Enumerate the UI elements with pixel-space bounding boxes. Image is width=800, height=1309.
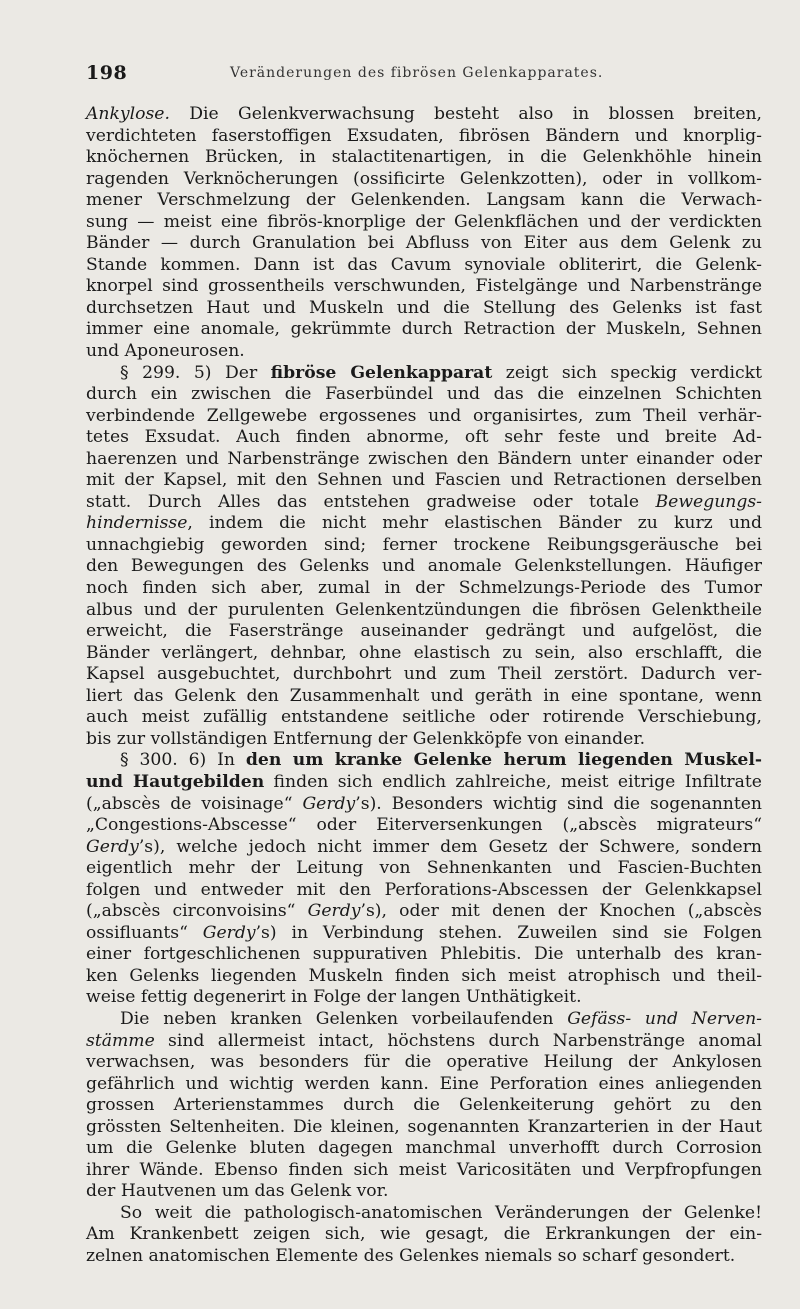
text-run: folgen und entweder mit den Perforations-Abscessen der Gelenkkapsel [86, 879, 762, 900]
text-line [86, 729, 762, 751]
page-number: 198 [86, 62, 128, 84]
text-line [86, 363, 762, 385]
text-run: bis zur vollständigen Entfernung der Gelenkköpfe von einander. [86, 728, 646, 749]
text-line [86, 1181, 762, 1203]
text-run: immer eine anomale, gekrümmte durch Retraction der Muskeln, Sehnen [86, 319, 762, 340]
text-line [86, 772, 762, 794]
text-line [86, 319, 762, 341]
text-line [86, 643, 762, 665]
text-line [86, 470, 762, 492]
text-run: sind allermeist intact, höchstens durch Narbenstränge anomal [154, 1030, 762, 1051]
italic-run: Gerdy [202, 922, 256, 943]
text-run: verdichteten faserstoffigen Exsudaten, fibrösen Bändern und knorplig- [86, 125, 762, 146]
text-run: finden sich endlich zahlreiche, meist eitrige Infiltrate [264, 771, 762, 792]
text-run: ’s) in Verbindung stehen. Zuweilen sind sie Folgen [255, 922, 762, 943]
text-line [86, 837, 762, 859]
text-run: gefährlich und wichtig werden kann. Eine Perforation eines anliegenden [86, 1073, 762, 1094]
text-run: § 299. 5) Der [120, 362, 271, 383]
italic-run: stämme [86, 1030, 155, 1051]
text-line [86, 600, 762, 622]
text-run: ken Gelenks liegenden Muskeln finden sich meist atrophisch und theil- [86, 965, 762, 986]
text-run: , indem die nicht mehr elastischen Bänder zu kurz und [187, 513, 762, 534]
text-run: erweicht, die Faserstränge auseinander gedrängt und aufgelöst, die [86, 621, 762, 642]
text-run: mit der Kapsel, mit den Sehnen und Fascien und Retractionen derselben [86, 470, 762, 491]
text-line [86, 794, 762, 816]
text-line [86, 1138, 762, 1160]
text-run: verbindende Zellgewebe ergossenes und organisirtes, zum Theil verhär- [86, 405, 762, 426]
text-run: noch finden sich aber, zumal in der Schmelzungs-Periode des Tumor [86, 578, 762, 599]
text-line [86, 664, 762, 686]
text-line [86, 556, 762, 578]
text-run: ’s), welche jedoch nicht immer dem Gesetz der Schwere, sondern [138, 836, 762, 857]
bold-run: fibröse Gelenkapparat [270, 362, 493, 383]
text-line [86, 1009, 762, 1031]
text-run: liert das Gelenk den Zusammenhalt und geräth in eine spontane, wenn [86, 685, 762, 706]
text-run: und Aponeurosen. [86, 341, 245, 362]
italic-run: Gerdy [86, 836, 139, 857]
text-run: mener Verschmelzung der Gelenkenden. Langsam kann die Verwach- [86, 190, 762, 211]
text-run: ihrer Wände. Ebenso finden sich meist Varicositäten und Verpfropfungen [86, 1159, 762, 1180]
text-run: zeigt sich speckig verdickt [492, 362, 762, 383]
text-line [86, 276, 762, 298]
text-run: weise fettig degenerirt in Folge der langen Unthätigkeit. [86, 987, 582, 1008]
text-line [86, 147, 762, 169]
text-line [86, 298, 762, 320]
text-line [86, 944, 762, 966]
text-run: ragenden Verknöcherungen (ossificirte Gelenkzotten), oder in vollkom- [86, 168, 762, 189]
text-run: Kapsel ausgebuchtet, durchbohrt und zum Theil zerstört. Dadurch ver- [86, 664, 762, 685]
text-run: statt. Durch Alles das entstehen gradweise oder totale [86, 491, 656, 512]
text-line [86, 901, 762, 923]
text-run: Bänder verlängert, dehnbar, ohne elastisch zu sein, also erschlafft, die [86, 642, 762, 663]
text-run: ’s). Besonders wichtig sind die sogenannten [355, 793, 762, 814]
text-run: eigentlich mehr der Leitung von Sehnenkanten und Fascien-Buchten [86, 858, 762, 879]
text-line [86, 578, 762, 600]
text-line [86, 1095, 762, 1117]
text-run: durch ein zwischen die Faserbündel und das die einzelnen Schichten [86, 384, 762, 405]
text-run: § 300. 6) In [120, 750, 246, 771]
text-run: „Congestions-Abscesse“ oder Eiterversenkungen („abscès migrateurs“ [86, 815, 762, 836]
text-line [86, 966, 762, 988]
text-line [86, 815, 762, 837]
bold-run: und Hautgebilden [86, 771, 265, 792]
text-run: Die Gelenkverwachsung besteht also in blossen breiten, [169, 104, 762, 124]
text-line [86, 686, 762, 708]
page-header [86, 62, 766, 86]
text-run: grössten Seltenheiten. Die kleinen, sogenannten Kranzarterien in der Haut [86, 1116, 762, 1137]
running-title: Veränderungen des fibrösen Gelenkapparates. [230, 65, 604, 81]
text-run: Am Krankenbett zeigen sich, wie gesagt, die Erkrankungen der ein- [86, 1224, 762, 1245]
text-run: auch meist zufällig entstandene seitliche oder rotirende Verschiebung, [86, 707, 762, 728]
text-line [86, 1160, 762, 1182]
text-run: der Hautvenen um das Gelenk vor. [86, 1181, 389, 1202]
text-run: Bänder — durch Granulation bei Abfluss von Eiter aus dem Gelenk zu [86, 233, 762, 254]
italic-run: Gerdy [302, 793, 356, 814]
italic-run: hindernisse [86, 513, 188, 534]
text-line [86, 1117, 762, 1139]
text-run: Stande kommen. Dann ist das Cavum synoviale obliterirt, die Gelenk- [86, 254, 762, 275]
text-line [86, 923, 762, 945]
text-line [86, 190, 762, 212]
text-line [86, 169, 762, 191]
body-text [86, 104, 762, 1268]
text-line [86, 427, 762, 449]
text-run: („abscès circonvoisins“ [86, 901, 308, 922]
text-run: knorpel sind grossentheils verschwunden, Fistelgänge und Narbenstränge [86, 276, 762, 297]
text-line [86, 1052, 762, 1074]
italic-run: Ankylose. [86, 104, 170, 124]
text-run: tetes Exsudat. Auch finden abnorme, oft sehr feste und breite Ad- [86, 427, 762, 448]
text-line [86, 1074, 762, 1096]
text-run: einer fortgeschlichenen suppurativen Phlebitis. Die unterhalb des kran- [86, 944, 762, 965]
text-line [86, 1031, 762, 1053]
text-line [86, 1246, 762, 1268]
text-run: unnachgiebig geworden sind; ferner trockene Reibungsgeräusche bei [86, 534, 762, 555]
text-line [86, 707, 762, 729]
text-line [86, 255, 762, 277]
text-run: So weit die pathologisch-anatomischen Veränderungen der Gelenke! [120, 1202, 762, 1223]
text-line [86, 449, 762, 471]
text-run: sung — meist eine fibrös-knorplige der Gelenkflächen und der verdickten [86, 211, 762, 232]
text-run: um die Gelenke bluten dagegen manchmal unverhofft durch Corrosion [86, 1138, 762, 1159]
text-line [86, 384, 762, 406]
text-line [86, 341, 762, 363]
text-line [86, 987, 762, 1009]
text-run: knöchernen Brücken, in stalactitenartigen, in die Gelenkhöhle hinein [86, 147, 762, 168]
text-run: („abscès de voisinage“ [86, 793, 303, 814]
text-line [86, 513, 762, 535]
text-run: haerenzen und Narbenstränge zwischen den Bändern unter einander oder [86, 448, 762, 469]
text-line [86, 858, 762, 880]
text-run: durchsetzen Haut und Muskeln und die Stellung des Gelenks ist fast [86, 297, 762, 318]
text-line [86, 621, 762, 643]
text-line [86, 492, 762, 514]
italic-run: Gerdy [307, 901, 361, 922]
text-line [86, 233, 762, 255]
text-run: ’s), oder mit denen der Knochen („abscès [360, 901, 763, 922]
italic-run: Gefäss- und Nerven- [567, 1008, 762, 1029]
text-run: den Bewegungen des Gelenks und anomale Gelenkstellungen. Häufiger [86, 556, 762, 577]
text-run: zelnen anatomischen Elemente des Gelenkes niemals so scharf gesondert. [86, 1245, 736, 1266]
text-run: ossifluants“ [86, 922, 203, 943]
text-run: grossen Arterienstammes durch die Gelenkeiterung gehört zu den [86, 1095, 762, 1116]
text-line [86, 126, 762, 148]
text-line [86, 104, 762, 126]
text-run: verwachsen, was besonders für die operative Heilung der Ankylosen [86, 1052, 762, 1073]
bold-run: den um kranke Gelenke herum liegenden Muskel- [245, 750, 762, 771]
text-line [86, 212, 762, 234]
text-line [86, 880, 762, 902]
text-run: albus und der purulenten Gelenkentzündungen die fibrösen Gelenktheile [86, 599, 762, 620]
text-line [86, 406, 762, 428]
text-line [86, 1224, 762, 1246]
text-run: Die neben kranken Gelenken vorbeilaufenden [120, 1008, 568, 1029]
text-line [86, 750, 762, 772]
italic-run: Bewegungs- [655, 491, 762, 512]
text-line [86, 535, 762, 557]
text-line [86, 1203, 762, 1225]
